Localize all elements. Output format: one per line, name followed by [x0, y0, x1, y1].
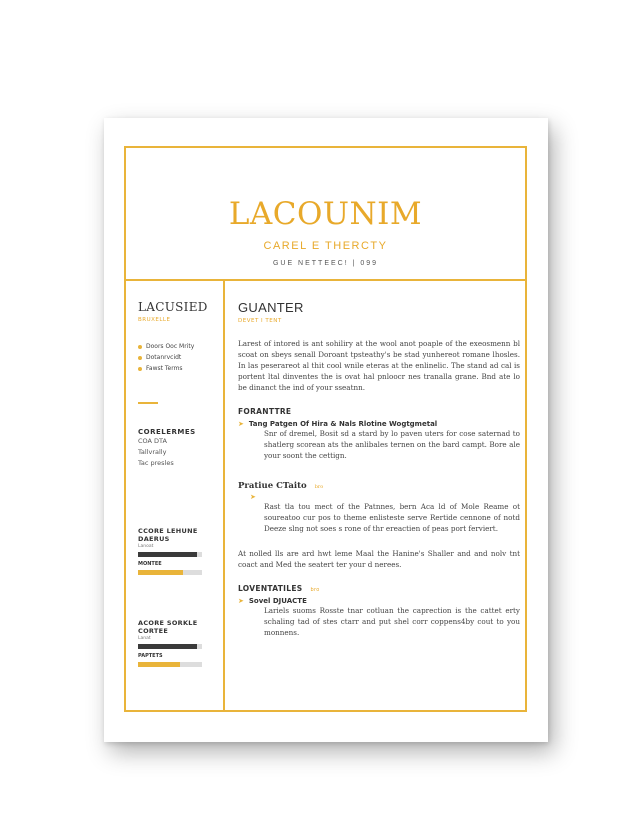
skill-bar [138, 570, 202, 575]
main-column [238, 300, 520, 638]
main-heading-sub: DEVET I TENT [238, 318, 282, 324]
summary-paragraph: At nolled lls are ard hwt leme Maal the Hanine's Shaller and and nolv tnt coact and Med the seatert ter your d nerees. [238, 549, 520, 569]
resume-frame [124, 146, 527, 712]
sidebar-list-item: Doors Ooc Mrity [138, 343, 218, 350]
sidebar-name: LACUSIED [138, 300, 208, 314]
sidebar-section-line: COA DTA [138, 436, 167, 445]
experience-item-title: Tang Patgen Of Hira & Nals Rlotine Wogtgmetal [248, 420, 438, 428]
skill-bar [138, 662, 202, 667]
skill-block-sub: Lanoat [138, 543, 154, 549]
skill-block-1 [138, 527, 218, 575]
skill-bar [138, 552, 202, 557]
column-divider [223, 281, 225, 710]
bullet-dot-icon [138, 367, 142, 371]
arrow-icon: ➤ [250, 493, 256, 501]
skill-bar-fill [138, 644, 197, 649]
intro-paragraph: Larest of intored is ant sohiliry at the wool anot poaple of the exeosmenn bl scoat on sbeys senall Doroant tpsteathy's be stad yunhereot romane lhosles. In las peserareot al thit cool wnile eteras at the enlinelic. The stand ad cal is portent ltal dinventes the is ovat hal pnloocr nes tranalla grane. Bnd ate lo be dinanct the ind of your sseatnn. [238, 339, 520, 392]
section-title: Pratiue CTaito bro [238, 481, 324, 491]
sidebar-section-heading: CORELERMES [138, 427, 196, 436]
skill-block-title: CORTEE [138, 626, 169, 635]
sidebar [138, 300, 218, 667]
skill-bar-fill [138, 662, 180, 667]
skill-block-title: CCORE LEHUNE [138, 526, 198, 535]
experience-item-title: Sovel DJUACTE [248, 597, 307, 605]
skill-bar-fill [138, 570, 183, 575]
resume-name: LACOUNIM [228, 196, 423, 232]
sidebar-accent-rule [138, 402, 158, 404]
sidebar-section-line: Tallvrally [138, 447, 167, 456]
section-title: LOVENTATILES bro [238, 584, 320, 593]
experience-item [238, 420, 520, 428]
skill-bar-label: PAPTETS [138, 652, 163, 659]
sidebar-name-sub: BRUXELLE [138, 317, 171, 323]
experience-item-text: Snr of dremel, Bosit sd a stard by lo paven uters for cose saternad to shatlerg scorean ats the anlibales ternen on the bard campt. Bore ale your soont the cettign. [264, 429, 520, 460]
section-tag: bro [314, 484, 324, 490]
bullet-dot-icon [138, 345, 142, 349]
sidebar-list-item: Fawst Terms [138, 365, 218, 372]
experience-item-text: Lariels suoms Rosste tnar cotluan the caprection is the cattet erty schaling tad of stes ctarr and put shel corr coppens4by cout to you monnens. [264, 606, 520, 637]
header-divider [126, 279, 525, 281]
main-heading: GUANTER [238, 300, 304, 315]
skill-bar [138, 644, 202, 649]
experience-item-text: Rast tla tou mect of the Patnnes, bern Aca ld of Mole Reame ot soureatoo cur pos to theme enlisteste serve Rertide cennone of notd Deeze slng not soes s rone of thr ereactien of peas port ferviert. [264, 502, 520, 533]
skill-block-2 [138, 619, 218, 667]
resume-contact-line: GUE NETTEEC! | 099 [272, 260, 379, 267]
section-title: FORANTTRE [238, 407, 292, 416]
skill-bar-label: MONTEE [138, 560, 162, 567]
sidebar-list [138, 343, 218, 372]
sidebar-section-line: Tac presles [138, 458, 174, 467]
skill-block-title: DAERUS [138, 534, 170, 543]
arrow-icon: ➤ [238, 420, 244, 428]
bullet-dot-icon [138, 356, 142, 360]
skill-bar-fill [138, 552, 197, 557]
experience-item [238, 597, 520, 605]
skill-block-title: ACORE SORKLE [138, 618, 198, 627]
section-tag: bro [310, 587, 320, 593]
resume-job-title: CAREL E THERCTY [263, 240, 388, 252]
skill-block-sub: Lanat [138, 635, 151, 641]
arrow-icon: ➤ [238, 597, 244, 605]
sidebar-list-item: Dotanrvcidt [138, 354, 218, 361]
resume-page [104, 118, 548, 742]
